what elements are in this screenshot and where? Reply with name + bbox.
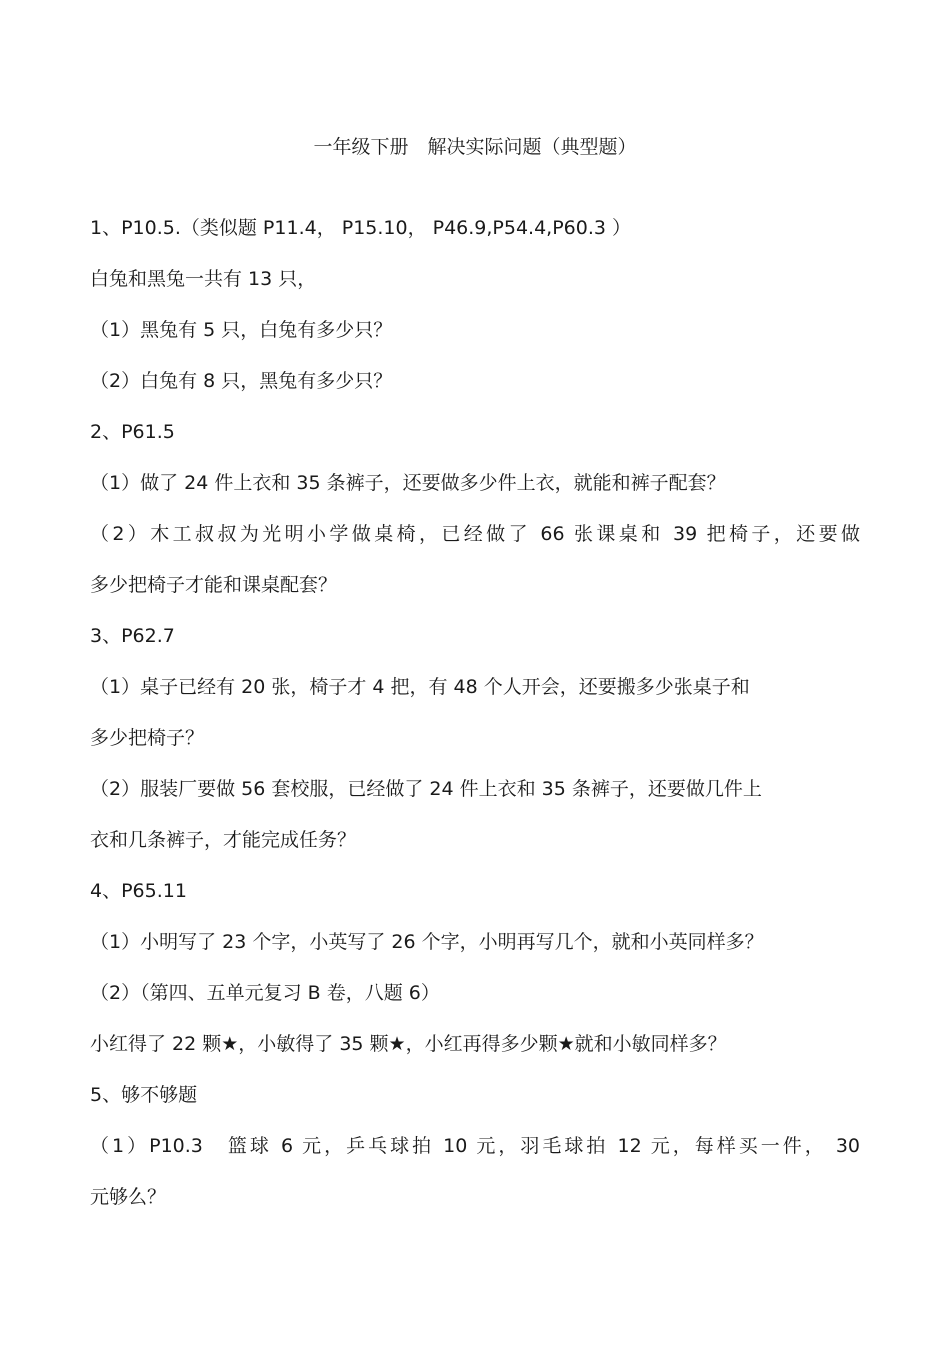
problem-1-question-1: （1）黑兔有 5 只，白兔有多少只？ bbox=[90, 319, 393, 341]
problem-1-statement: 白兔和黑兔一共有 13 只， bbox=[90, 268, 317, 290]
document-title: 一年级下册 解决实际问题（典型题） bbox=[313, 136, 637, 158]
problem-2-question-1: （1）做了 24 件上衣和 35 条裤子，还要做多少件上衣，就能和裤子配套？ bbox=[90, 472, 726, 494]
problem-3-question-2-continued: 衣和几条裤子，才能完成任务？ bbox=[90, 829, 357, 851]
problem-1-question-2: （2）白兔有 8 只，黑兔有多少只？ bbox=[90, 370, 393, 392]
problem-3-question-1-continued: 多少把椅子？ bbox=[90, 727, 205, 749]
document-body bbox=[90, 203, 860, 1223]
problem-2-heading: 2、P61.5 bbox=[90, 421, 175, 443]
problem-5-question-1: （1）P10.3 篮球 6 元，乒乓球拍 10 元，羽毛球拍 12 元，每样买一件， 30 bbox=[90, 1135, 860, 1157]
problem-4-heading: 4、P65.11 bbox=[90, 880, 187, 902]
problem-2-question-2-continued: 多少把椅子才能和课桌配套？ bbox=[90, 574, 338, 596]
problem-1-heading: 1、P10.5.（类似题 P11.4， P15.10， P46.9,P54.4,P60.3 ） bbox=[90, 217, 632, 239]
problem-4-question-2: （2）（第四、五单元复习 B 卷，八题 6） bbox=[90, 982, 440, 1004]
problem-2-question-2: （2）木工叔叔为光明小学做桌椅，已经做了 66 张课桌和 39 把椅子，还要做 bbox=[90, 523, 860, 545]
problem-3-question-2: （2）服装厂要做 56 套校服，已经做了 24 件上衣和 35 条裤子，还要做几件上 bbox=[90, 778, 762, 800]
problem-3-question-1: （1）桌子已经有 20 张，椅子才 4 把，有 48 个人开会，还要搬多少张桌子和 bbox=[90, 676, 750, 698]
problem-5-question-1-continued: 元够么？ bbox=[90, 1186, 167, 1208]
problem-5-heading: 5、够不够题 bbox=[90, 1084, 198, 1106]
problem-4-question-1: （1）小明写了 23 个字，小英写了 26 个字，小明再写几个，就和小英同样多？ bbox=[90, 931, 764, 953]
problem-3-heading: 3、P62.7 bbox=[90, 625, 175, 647]
problem-4-question-2-statement: 小红得了 22 颗★，小敏得了 35 颗★，小红再得多少颗★就和小敏同样多？ bbox=[90, 1033, 727, 1055]
